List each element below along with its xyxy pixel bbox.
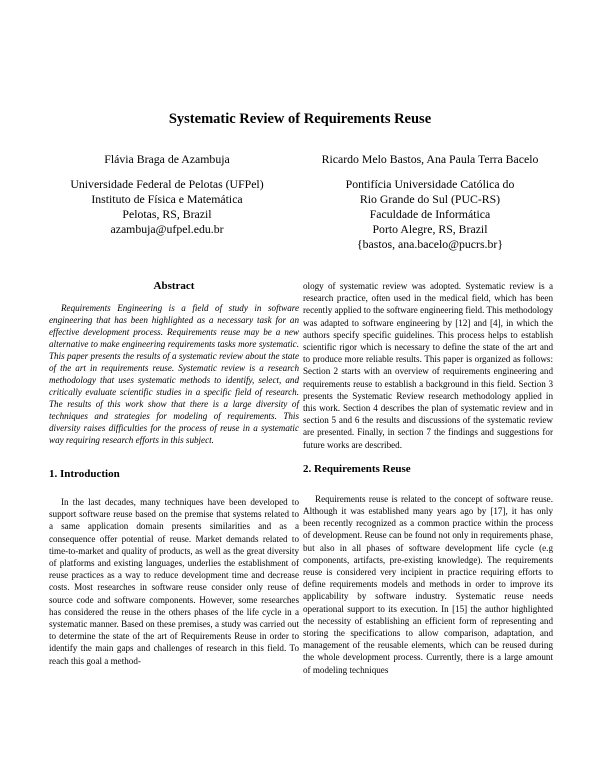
section-heading-requirements-reuse: 2. Requirements Reuse: [303, 462, 411, 475]
affiliation-line: Faculdade de Informática: [369, 207, 491, 221]
author-email: azambuja@ufpel.edu.br: [110, 222, 224, 236]
right-column: [303, 280, 553, 676]
section-heading-introduction: 1. Introduction: [49, 468, 120, 480]
introduction-text: In the last decades, many techniques have been developed to support software reuse based on the premise that systems related to a same application domain presents similarities and as a consequence offer potential of reuse. Market demands related to time-to-market and quality of products, as well as the great diversity of platforms and existing languages, underlies the establishment of reuse practices as a way to reduce development time and decrease costs. Most researches in software reuse consider only reuse of source code and software components. However, some researches has considered the reuse in the others phases of the life cycle in a systematic manner. Based on these premises, a study was carried out to determine the state of the art of Requirements Reuse in order to identify the main gaps and challenges of research in this field. To reach this goal a method-: [49, 497, 299, 666]
affiliation-line: Rio Grande do Sul (PUC-RS): [359, 192, 501, 206]
affiliation-line: Porto Alegre, RS, Brazil: [372, 222, 488, 236]
paper-title: Systematic Review of Requirements Reuse: [168, 111, 432, 127]
abstract-text: Requirements Engineering is a field of study in software engineering that has been highlighted as a necessary task for an effective development process. Requirements reuse may be a new alternative to make engineering requirements tasks more systematic. This paper presents the results of a systematic review about the state of the art in requirements reuse. Systematic review is a research methodology that uses systematic methods to identify, select, and critically evaluate scientific studies in a specific field of research. The results of this work show that there is a large diversity of techniques and strategies for modeling of requirements. This diversity raises difficulties for the process of reuse in a systematic way requiring research efforts in this subject.: [49, 303, 299, 445]
author-email: {bastos, ana.bacelo@pucrs.br}: [356, 237, 503, 251]
author-block-right: [280, 152, 580, 252]
author-block-left: [22, 152, 312, 237]
affiliation-line: Universidade Federal de Pelotas (UFPel): [70, 177, 264, 191]
affiliation-line: Instituto de Física e Matemática: [91, 192, 243, 206]
affiliation-line: Pelotas, RS, Brazil: [122, 207, 212, 221]
affiliation-line: Pontifícia Universidade Católica do: [345, 177, 515, 191]
left-column: [49, 280, 299, 667]
introduction-text-continued: ology of systematic review was adopted. Systematic review is a research practice, often used in the medical field, which has been recently applied to the software engineering field. This methodology was adapted to software engineering by [12] and [4], in which the authors specify specific guidelines. This process helps to establish scientific rigor which is necessary to define the state of the art and to produce more reliable results. This paper is organized as follows: Section 2 starts with an overview of requirements engineering and requirements reuse to establish a background in this field. Section 3 presents the Systematic Review research methodology applied in this work. Section 4 describes the plan of systematic review and in section 5 and 6 the results and discussions of the systematic review are presented. Finally, in section 7 the findings and suggestions for future works are described.: [303, 281, 553, 450]
abstract-heading: Abstract: [153, 280, 195, 292]
author-name: Flávia Braga de Azambuja: [104, 152, 230, 166]
requirements-reuse-text: Requirements reuse is related to the concept of software reuse. Although it was established many years ago by [17], it has only been recently recognized as a common practice within the process of development. Reuse can be found not only in requirements phase, but also in all phases of software development life cycle (e.g components, artifacts, pre-existing knowledge). The requirements reuse is considered very incipient in practice requiring efforts to define requirements models and methods in order to improve its applicability by software industry. Systematic reuse needs operational support to its execution. In [15] the author highlighted the necessity of establishing an efficient form of representing and storing the specifications to allow comparison, adaptation, and management of the reusable elements, which can be reused during the whole development process. Currently, there is a large amount of modeling techniques: [303, 493, 553, 675]
author-name: Ricardo Melo Bastos, Ana Paula Terra Bacelo: [321, 152, 539, 166]
